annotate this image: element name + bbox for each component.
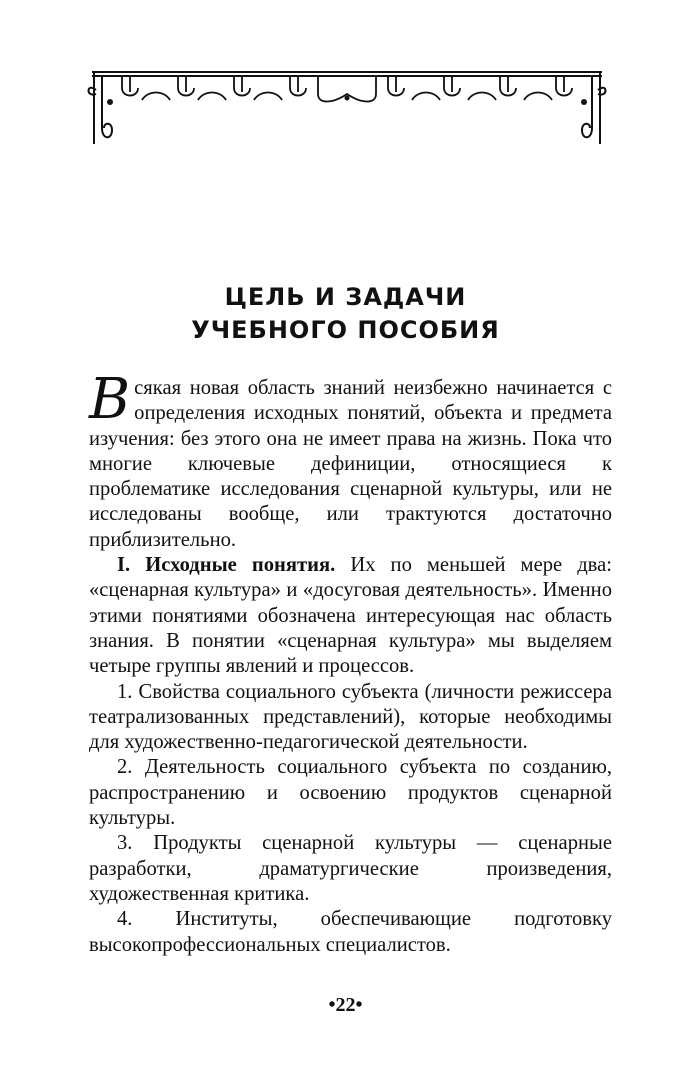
- section-heading-bold: I. Исходные понятия.: [117, 554, 336, 577]
- concepts-paragraph: [89, 553, 612, 679]
- page-number: •22•: [328, 994, 363, 1016]
- list-item: 3. Продукты сценарной культуры — сценарные разработки, драматургические произведения, художественная критика.: [89, 832, 612, 905]
- intro-text: сякая новая область знаний неизбежно начинается с определения исходных понятий, объекта и предмета изучения: без этого она не имеет права на жизнь. Пока что многие ключевые дефиниции, относящиеся к проблематике исследования сценарной культуры, или не исследованы вообще, или трактуются достаточно приблизительно.: [89, 377, 612, 551]
- body-text: [89, 367, 612, 958]
- heading-line-2: УЧЕБНОГО ПОСОБИЯ: [191, 316, 500, 344]
- list-item: 2. Деятельность социального субъекта по созданию, распространению и освоению продуктов сценарной культуры.: [89, 756, 612, 830]
- decorative-header-ornament: [82, 68, 612, 148]
- intro-paragraph: [89, 367, 612, 553]
- concepts-text: Их по меньшей мере два: «сценарная культура» и «досуговая деятельность». Именно этими понятиями обозначена интересующая нас область знания. В понятии «сценарная культура» мы выделяем четыре группы явлений и процессов.: [89, 554, 612, 678]
- heading-line-1: ЦЕЛЬ И ЗАДАЧИ: [224, 283, 467, 311]
- drop-cap: В: [89, 367, 131, 432]
- list-item: 1. Свойства социального субъекта (личности режиссера театрализованных представлений), которые необходимы для художественно-педагогической деятельности.: [89, 680, 612, 754]
- list-item: 4. Институты, обеспечивающие подготовку высокопрофессиональных специалистов.: [89, 908, 612, 956]
